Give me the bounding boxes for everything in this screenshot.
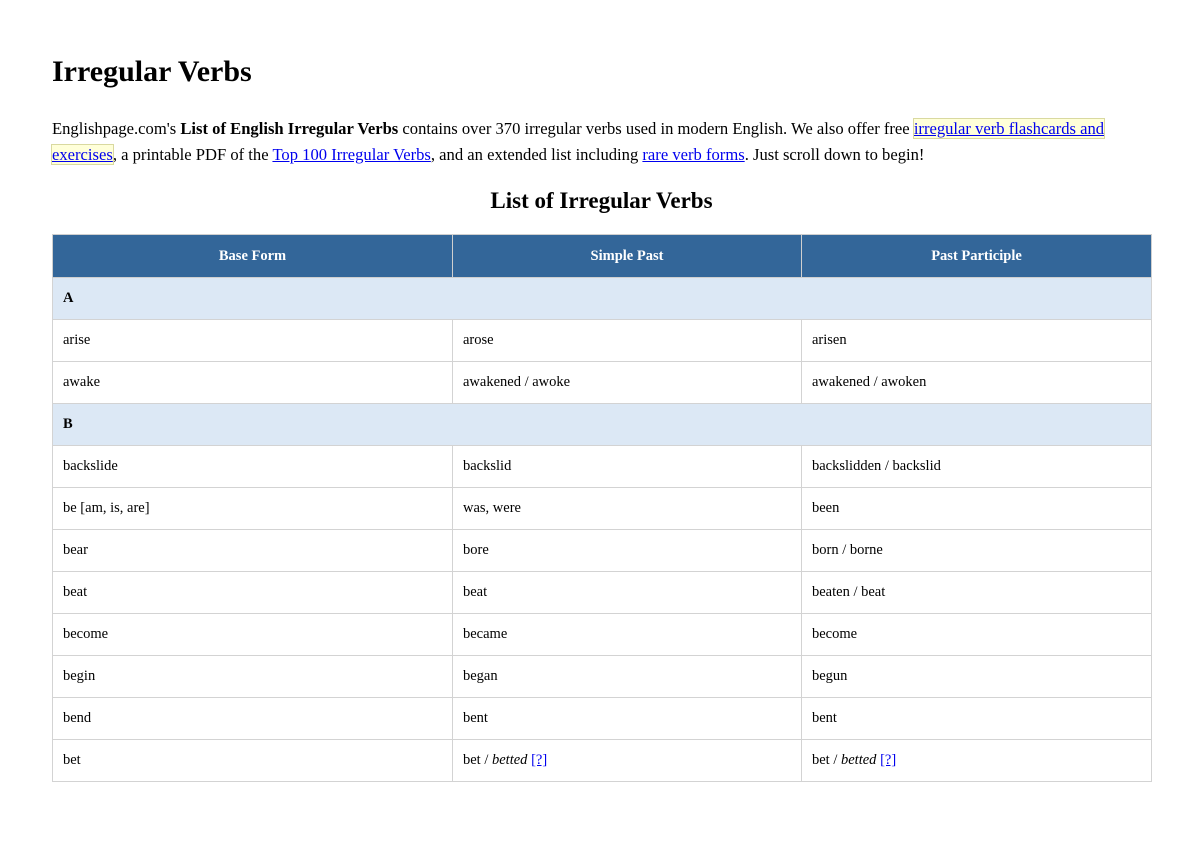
letter-row-b xyxy=(53,404,1152,446)
header-past-participle: Past Participle xyxy=(802,235,1152,278)
simple-past-cell: awakened / awoke xyxy=(453,362,802,404)
base-form-cell: bear xyxy=(53,530,453,572)
simple-past-main: bet / xyxy=(463,752,492,768)
header-base-form: Base Form xyxy=(53,235,453,278)
base-form-cell: bend xyxy=(53,698,453,740)
table-header-row xyxy=(53,235,1152,278)
letter-heading: B xyxy=(53,404,1152,446)
base-form-cell: awake xyxy=(53,362,453,404)
intro-text-2: , a printable PDF of the xyxy=(112,145,273,164)
table-row xyxy=(53,614,1152,656)
base-form-cell: bet xyxy=(53,740,453,782)
table-row xyxy=(53,320,1152,362)
intro-text-1: contains over 370 irregular verbs used in modern English. We also offer free xyxy=(398,119,914,138)
table-row xyxy=(53,572,1152,614)
base-form-cell: backslide xyxy=(53,446,453,488)
past-participle-alt: betted xyxy=(841,752,877,768)
simple-past-cell: backslid xyxy=(453,446,802,488)
past-participle-cell: born / borne xyxy=(802,530,1152,572)
base-form-cell: become xyxy=(53,614,453,656)
past-participle-cell xyxy=(802,740,1152,782)
table-row xyxy=(53,698,1152,740)
simple-past-cell: bent xyxy=(453,698,802,740)
top-100-link[interactable]: Top 100 Irregular Verbs xyxy=(272,145,431,164)
past-participle-cell: arisen xyxy=(802,320,1152,362)
header-simple-past: Simple Past xyxy=(453,235,802,278)
table-title: List of Irregular Verbs xyxy=(490,188,713,213)
base-form-cell: begin xyxy=(53,656,453,698)
table-row xyxy=(53,530,1152,572)
simple-past-cell: began xyxy=(453,656,802,698)
intro-text-3: , and an extended list including xyxy=(430,145,643,164)
intro-text-4: . Just scroll down to begin! xyxy=(744,145,925,164)
irregular-verbs-table xyxy=(52,234,1152,782)
table-row xyxy=(53,362,1152,404)
simple-past-cell: beat xyxy=(453,572,802,614)
past-participle-cell: awakened / awoken xyxy=(802,362,1152,404)
simple-past-cell: bore xyxy=(453,530,802,572)
simple-past-cell xyxy=(453,740,802,782)
intro-site: Englishpage.com's xyxy=(52,119,177,138)
intro-paragraph xyxy=(52,116,1151,168)
past-participle-cell: begun xyxy=(802,656,1152,698)
past-participle-cell: become xyxy=(802,614,1152,656)
flashcards-link[interactable]: irregular verb flashcards and exercises xyxy=(52,119,1105,164)
past-participle-cell: been xyxy=(802,488,1152,530)
base-form-cell: be [am, is, are] xyxy=(53,488,453,530)
simple-past-cell: arose xyxy=(453,320,802,362)
base-form-cell: arise xyxy=(53,320,453,362)
simple-past-note-link[interactable]: [?] xyxy=(531,752,548,768)
past-participle-cell: beaten / beat xyxy=(802,572,1152,614)
table-row xyxy=(53,656,1152,698)
page-title: Irregular Verbs xyxy=(52,55,252,88)
intro-list-name: List of English Irregular Verbs xyxy=(180,119,399,138)
letter-row-a xyxy=(53,278,1152,320)
letter-heading: A xyxy=(53,278,1152,320)
past-participle-cell: backslidden / backslid xyxy=(802,446,1152,488)
table-row xyxy=(53,446,1152,488)
past-participle-cell: bent xyxy=(802,698,1152,740)
simple-past-cell: became xyxy=(453,614,802,656)
base-form-cell: beat xyxy=(53,572,453,614)
table-row-bet xyxy=(53,740,1152,782)
past-participle-note-link[interactable]: [?] xyxy=(880,752,897,768)
simple-past-alt: betted xyxy=(492,752,528,768)
rare-verb-forms-link[interactable]: rare verb forms xyxy=(642,145,745,164)
simple-past-cell: was, were xyxy=(453,488,802,530)
past-participle-main: bet / xyxy=(812,752,841,768)
table-row xyxy=(53,488,1152,530)
